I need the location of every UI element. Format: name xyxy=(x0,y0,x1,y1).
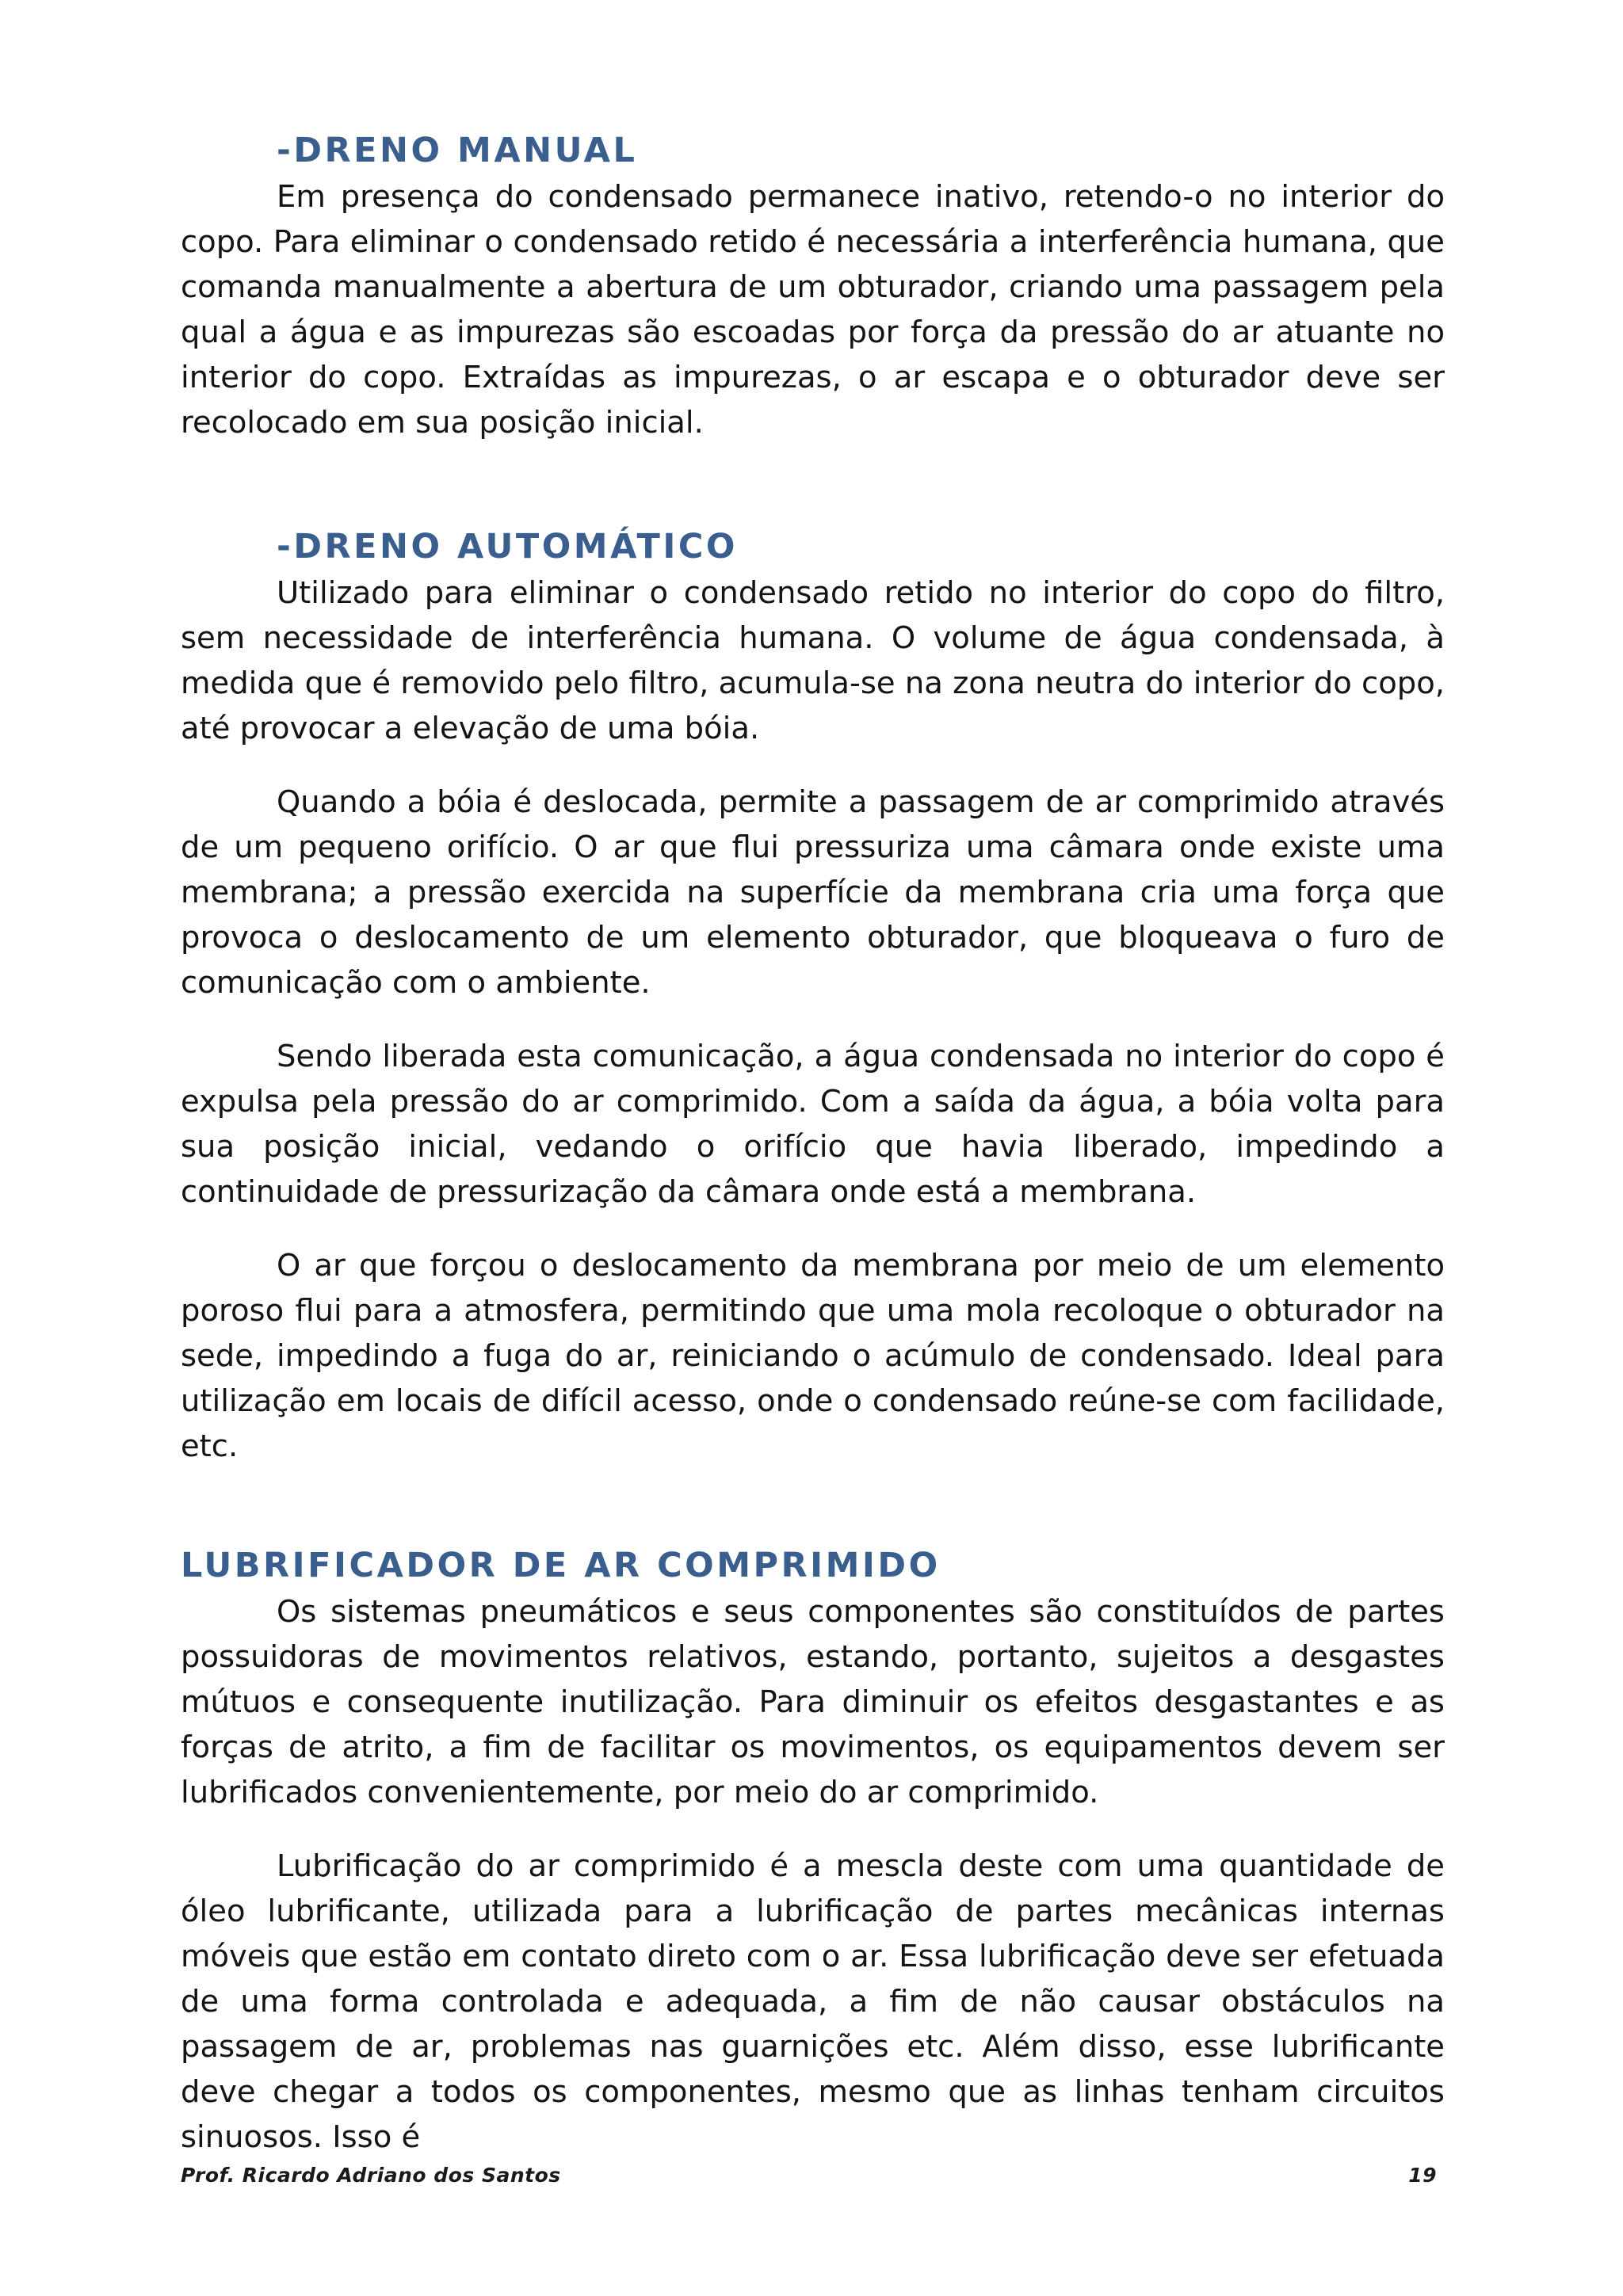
section-heading-dreno-automatico: -DRENO AUTOMÁTICO xyxy=(277,527,738,566)
spacer xyxy=(181,1215,1445,1243)
page-number: 19 xyxy=(1408,2164,1437,2187)
paragraph-lubrificador-1: Os sistemas pneumáticos e seus componentes são constituídos de partes possuidoras de movimentos relativos, estando, portanto, sujeitos a desgastes mútuos e consequente inutilização. Para diminuir os efeitos desgastantes e as forças de atrito, a fim de facilitar os movimentos, os equipamentos devem ser lubrificados convenientemente, por meio do ar comprimido. xyxy=(181,1594,1445,1810)
footer-author: Prof. Ricardo Adriano dos Santos xyxy=(181,2164,561,2187)
spacer xyxy=(181,1469,1445,1542)
paragraph-dreno-automatico-3: Sendo liberada esta comunicação, a água condensada no interior do copo é expulsa pela pressão do ar comprimido. Com a saída da água, a bóia volta para sua posição inicial, vedando o orifício que havia liberado, impedindo a continuidade de pressurização da câmara onde está a membrana. xyxy=(181,1039,1445,1210)
paragraph-dreno-manual-1: Em presença do condensado permanece inativo, retendo-o no interior do copo. Para eliminar o condensado retido é necessária a interferência humana, que comanda manualmente a abertura de um obturador, criando uma passagem pela qual a água e as impurezas são escoadas por força da pressão do ar atuante no interior do copo. Extraídas as impurezas, o ar escapa e o obturador deve ser recolocado em sua posição inicial. xyxy=(181,179,1445,441)
paragraph-dreno-automatico-4: O ar que forçou o deslocamento da membrana por meio de um elemento poroso flui para a atmosfera, permitindo que uma mola recoloque o obturador na sede, impedindo a fuga do ar, reiniciando o acúmulo de condensado. Ideal para utilização em locais de difícil acesso, onde o condensado reúne-se com facilidade, etc. xyxy=(181,1248,1445,1464)
section-heading-dreno-manual: -DRENO MANUAL xyxy=(277,131,638,170)
document-page xyxy=(181,127,1445,2160)
section-heading-lubrificador: LUBRIFICADOR DE AR COMPRIMIDO xyxy=(181,1546,941,1585)
paragraph-lubrificador-2: Lubrificação do ar comprimido é a mescla deste com uma quantidade de óleo lubrificante, utilizada para a lubrificação de partes mecânicas internas móveis que estão em contato direto com o ar. Essa lubrificação deve ser efetuada de uma forma controlada e adequada, a fim de não causar obstáculos na passagem de ar, problemas nas guarnições etc. Além disso, esse lubrificante deve chegar a todos os componentes, mesmo que as linhas tenham circuitos sinuosos. Isso é xyxy=(181,1848,1445,2155)
spacer xyxy=(181,445,1445,523)
paragraph-dreno-automatico-1: Utilizado para eliminar o condensado retido no interior do copo do filtro, sem necessidade de interferência humana. O volume de água condensada, à medida que é removido pelo filtro, acumula-se na zona neutra do interior do copo, até provocar a elevação de uma bóia. xyxy=(181,575,1445,746)
spacer xyxy=(181,1005,1445,1034)
spacer xyxy=(181,1815,1445,1844)
spacer xyxy=(181,751,1445,780)
paragraph-dreno-automatico-2: Quando a bóia é deslocada, permite a passagem de ar comprimido através de um pequeno orifício. O ar que flui pressuriza uma câmara onde existe uma membrana; a pressão exercida na superfície da membrana cria uma força que provoca o deslocamento de um elemento obturador, que bloqueava o furo de comunicação com o ambiente. xyxy=(181,784,1445,1001)
